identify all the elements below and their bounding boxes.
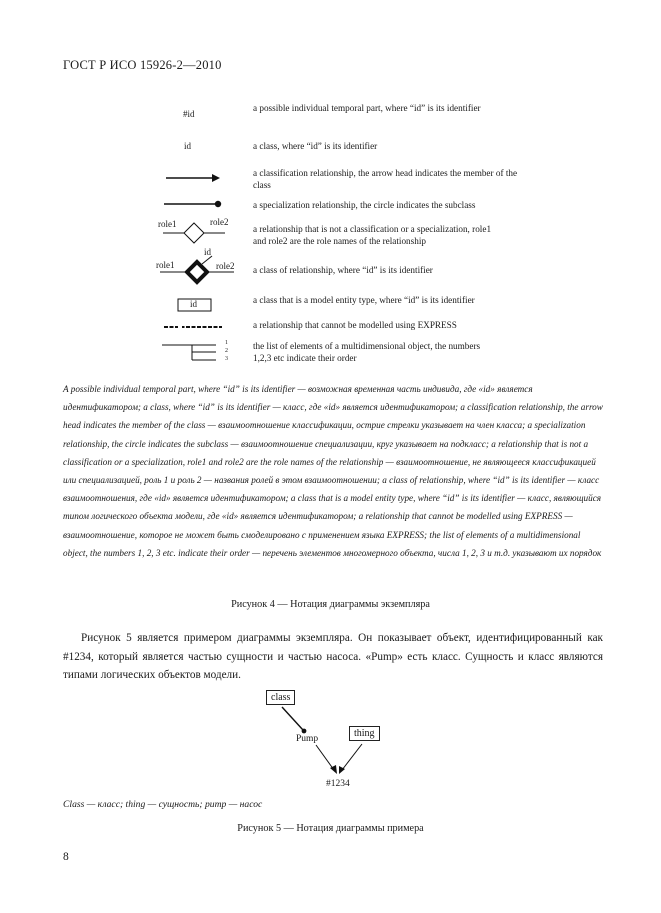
- legend-text: a class that is a model entity type, where “id” is its identifier: [253, 295, 475, 305]
- role1-label: role1: [158, 219, 177, 229]
- body-paragraph: Рисунок 5 является примером диаграммы экземпляра. Он показывает объект, идентифицированный как #1234, который является частью сущности и частью насоса. «Pump» есть класс. Сущность и класс являются типами логических объектов модели.: [63, 632, 603, 682]
- class-symbol: id: [184, 141, 192, 151]
- list-number: 3: [225, 356, 228, 362]
- figure-4-caption: Рисунок 4 — Нотация диаграммы экземпляра: [231, 599, 430, 610]
- temporal-part-symbol: #id: [183, 109, 195, 119]
- legend-text: the list of elements of a multidimensional object, the numbers 1,2,3 etc indicate their order: [253, 341, 481, 363]
- legend-text: a possible individual temporal part, where “id” is its identifier: [253, 103, 481, 113]
- thing-node: thing: [349, 726, 380, 741]
- page-header: ГОСТ Р ИСО 15926-2—2010: [63, 58, 222, 72]
- legend-text: a class, where “id” is its identifier: [253, 141, 378, 151]
- figure-5-caption: Рисунок 5 — Нотация диаграммы примера: [237, 823, 424, 834]
- role2-label: role2: [210, 217, 229, 227]
- object-node: #1234: [326, 779, 350, 789]
- legend-text: a relationship that is not a classification or a specialization, role1 and role2 are the role names of the relationship: [253, 224, 492, 246]
- page-number: 8: [63, 851, 69, 863]
- pump-node: Pump: [296, 734, 319, 744]
- legend-text: a relationship that cannot be modelled using EXPRESS: [253, 320, 457, 330]
- legend-text: a class of relationship, where “id” is its identifier: [253, 265, 433, 275]
- role1-label: role1: [156, 260, 175, 270]
- entity-box-label: id: [190, 299, 198, 309]
- figure-5-note: Class — класс; thing — сущность; pump — насос: [63, 799, 263, 810]
- list-number: 2: [225, 348, 228, 354]
- list-number: 1: [225, 340, 228, 346]
- legend-text: a specialization relationship, the circle indicates the subclass: [253, 200, 476, 210]
- class-node: class: [266, 690, 295, 705]
- role2-label: role2: [216, 261, 235, 271]
- translation-note: A possible individual temporal part, where “id” is its identifier — возможная временная часть индивида, где «id» является идентификатором; a class, where “id” is its identifier — класс, где «id» является идентификатором; a classification relationship, the arrow head indicates the member of the class — взаимоотношение классификации, острие стрелки указывает на член класса; a specialization relationship, the circle indicates the subclass — взаимоотношение специализации, круг указывает на подкласс; a relationship that is not a classification or a specialization, role1 and role2 are the role names of the relationship — взаимоотношение, не являющееся классификацией или специализацией, роль 1 и роль 2 — названия ролей в этом взаимоотношении; a class of relationship, where “id” is its identifier — класс взаимоотношения, где «id» является идентификатором; a class that is a model entity type, where “id” is its identifier — класс, являющийся типом логического объекта модели, где «id» является идентификатором; a relationship that cannot be modelled using EXPRESS — взаимоотношение, которое не может быть смоделировано с применением языка EXPRESS; the list of elements of a multidimensional object, the numbers 1, 2, 3 etc. indicate their order — перечень элементов многомерного объекта, числа 1, 2, 3 и т.д. указывают их порядок: [63, 384, 603, 558]
- relationship-class-id: id: [204, 247, 212, 257]
- legend-text: a classification relationship, the arrow head indicates the member of the class: [253, 168, 518, 190]
